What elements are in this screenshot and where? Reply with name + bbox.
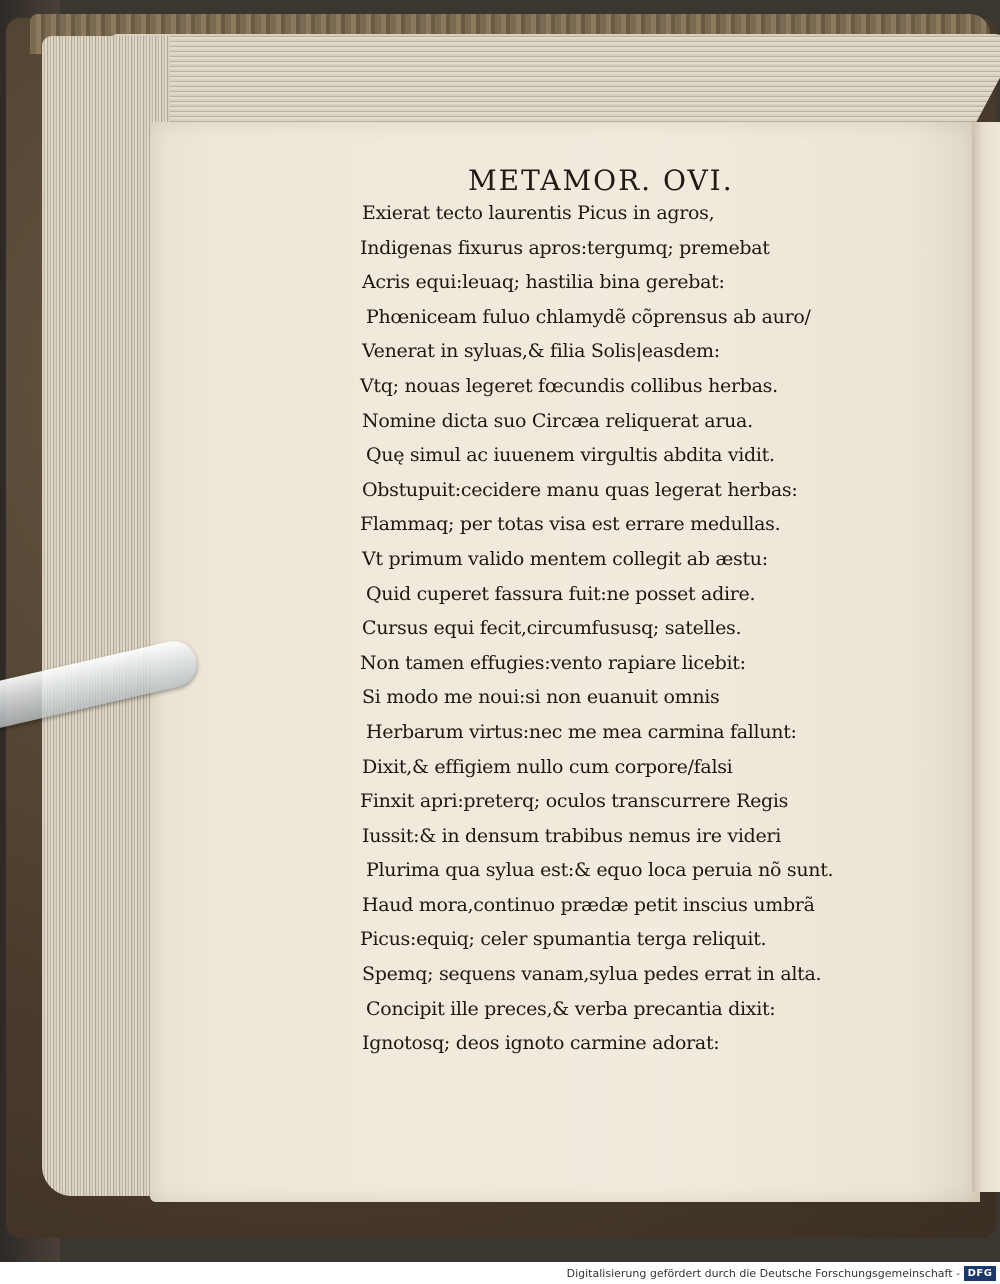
verse-line: Vt primum valido mentem collegit ab æstu: [362, 547, 768, 570]
verse-line: Dixit,& effigiem nullo cum corpore/falsi [362, 755, 733, 778]
verse-line: Concipit ille preces,& verba precantia dixit: [366, 997, 776, 1020]
verse-line: Venerat in syluas,& filia Solis|easdem: [362, 340, 720, 363]
facing-page-edge [972, 122, 1000, 1192]
verse-line: Iussit:& in densum trabibus nemus ire videri [362, 824, 781, 847]
running-headline: METAMOR. OVI. [468, 164, 734, 197]
verse-line: Finxit apri:preterq; oculos transcurrere Regis [360, 790, 789, 813]
verse-line: Quę simul ac iuuenem virgultis abdita vidit. [366, 444, 775, 467]
verse-line: Quid cuperet fassura fuit:ne posset adire. [366, 582, 756, 605]
verse-line: Herbarum virtus:nec me mea carmina fallunt: [366, 720, 797, 743]
footer-bar [0, 1262, 1000, 1284]
verse-line: Indigenas fixurus apros:tergumq; premebat [360, 236, 770, 259]
verse-line: Plurima qua sylua est:& equo loca peruia nõ sunt. [366, 859, 834, 882]
verse-line: Flammaq; per totas visa est errare medullas. [360, 513, 781, 536]
verse-line: Cursus equi fecit,circumfususq; satelles. [362, 617, 742, 640]
verse-line: Spemq; sequens vanam,sylua pedes errat in alta. [362, 963, 822, 986]
verse-line: Si modo me noui:si non euanuit omnis [362, 686, 720, 709]
page-block-top [60, 34, 1000, 134]
dfg-logo-icon: DFG [964, 1266, 996, 1281]
verse-line: Haud mora,continuo prædæ petit inscius umbrã [362, 893, 815, 916]
verse-line: Obstupuit:cecidere manu quas legerat herbas: [362, 478, 798, 501]
verse-line: Non tamen effugies:vento rapiare licebit: [360, 651, 746, 674]
verse-line: Ignotosq; deos ignoto carmine adorat: [362, 1032, 720, 1055]
verse-lines [360, 196, 860, 1061]
verse-line: Vtq; nouas legeret fœcundis collibus herbas. [360, 374, 778, 397]
verse-line: Picus:equiq; celer spumantia terga reliquit. [360, 928, 767, 951]
verse-line: Acris equi:leuaq; hastilia bina gerebat: [362, 271, 725, 294]
verse-line: Nomine dicta suo Circæa reliquerat arua. [362, 409, 753, 432]
verse-line: Phœniceam fuluo chlamydẽ cõprensus ab auro/ [366, 305, 811, 328]
verse-line: Exierat tecto laurentis Picus in agros, [362, 202, 715, 224]
funding-notice: Digitalisierung gefördert durch die Deutsche Forschungsgemeinschaft - [566, 1267, 960, 1280]
